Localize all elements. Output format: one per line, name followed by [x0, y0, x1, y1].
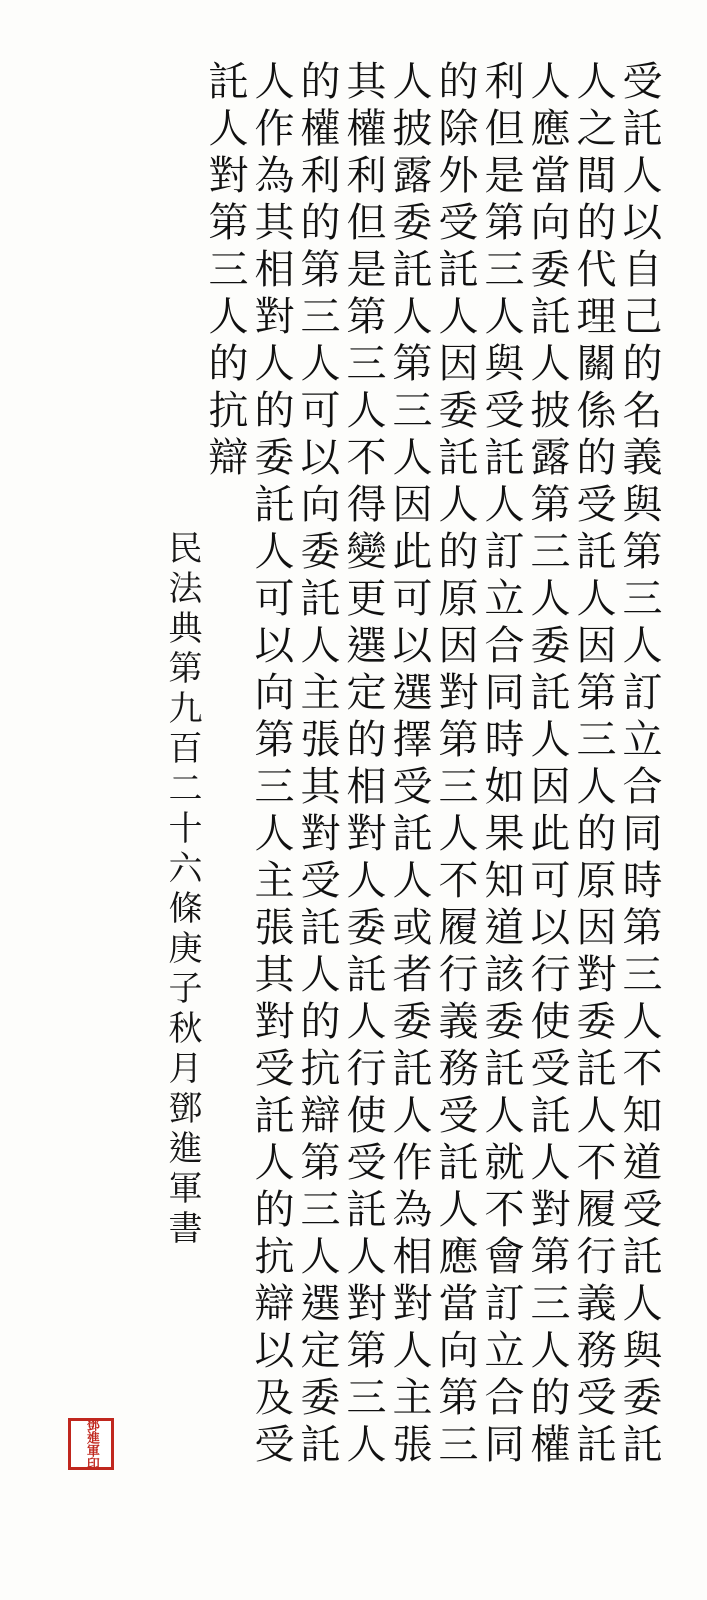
seal-stamp — [68, 1418, 114, 1470]
vertical-text-area — [60, 60, 662, 1560]
text-column: 其權利但是第三人不得變更選定的相對人委託人行使受託人對第三人 — [340, 60, 386, 1470]
text-column: 的除外受託人因委託人的原因對第三人不履行義務受託人應當向第三 — [432, 60, 478, 1470]
signature-column: 民法典第九百二十六條庚子秋月鄧進軍書 — [162, 530, 202, 1250]
text-column: 人披露委託人第三人因此可以選擇受託人或者委託人作為相對人主張 — [386, 60, 432, 1470]
text-column: 人之間的代理關係的受託人因第三人的原因對委託人不履行義務受託 — [570, 60, 616, 1470]
text-column: 利但是第三人與受託人訂立合同時如果知道該委託人就不會訂立合同 — [478, 60, 524, 1470]
seal-text: 鄧進軍印 — [83, 1418, 99, 1470]
text-column: 受託人以自己的名義與第三人訂立合同時第三人不知道受託人與委託 — [616, 60, 662, 1470]
text-column: 的權利的第三人可以向委託人主張其對受託人的抗辯第三人選定委託 — [294, 60, 340, 1470]
text-column: 託人對第三人的抗辯 — [202, 60, 248, 483]
text-column: 人作為其相對人的委託人可以向第三人主張其對受託人的抗辯以及受 — [248, 60, 294, 1470]
text-column: 人應當向委託人披露第三人委託人因此可以行使受託人對第三人的權 — [524, 60, 570, 1470]
